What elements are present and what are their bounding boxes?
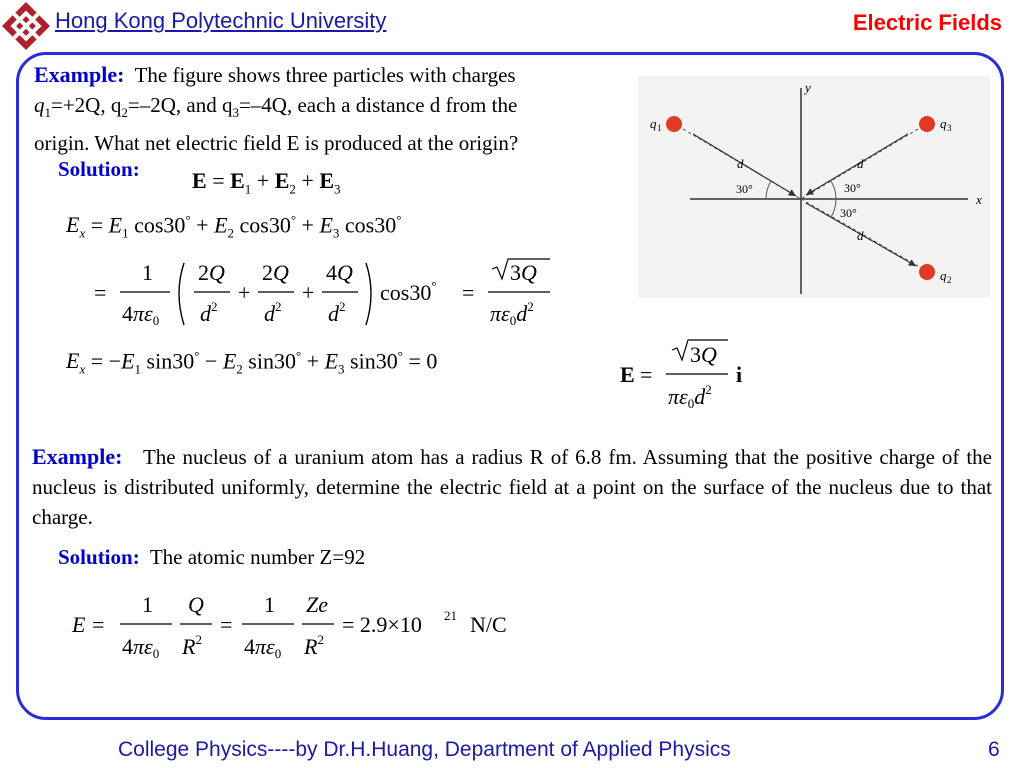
- slide-topic: Electric Fields: [852, 10, 1002, 35]
- d-label-1: d: [737, 156, 744, 171]
- q1-sub: 1: [657, 123, 662, 133]
- d-label-2: d: [857, 156, 864, 171]
- q1-label: q: [650, 116, 657, 131]
- example1-line1: The figure shows three particles with charges: [134, 63, 516, 87]
- example2-solution: [58, 542, 365, 572]
- example2-body: The nucleus of a uranium atom has a radius R of 6.8 fm. Assuming that the positive charge of the nucleus is distributed uniformly, determine the electric field at a point on the surface of the nucleus due to that charge.: [32, 445, 992, 529]
- svg-text:=: =: [640, 362, 653, 387]
- svg-text:E: E: [72, 612, 86, 637]
- svg-text:d2: $d^2$: [328, 299, 346, 326]
- equation-ex: $E_x = E_1$ $\cos 30^\circ + E_2$ $\cos 30^\circ + E_3$ cos30°: [66, 212, 402, 241]
- charge-diagram: [638, 76, 990, 298]
- svg-text:4πε0: 4πε0: [122, 634, 160, 661]
- charge-q2: [919, 264, 935, 280]
- angle-label-3: 30°: [840, 206, 857, 220]
- example1-text: Example: The figure shows three particles with charges $q_1=+2Q$, $q_2=-2Q$, and $q_3=-4Q$, each a distance d from the origin. What net electric field E is produced at the origin?: [34, 62, 519, 156]
- y-axis-label: y: [805, 80, 811, 95]
- svg-text:1: 1: [264, 592, 275, 617]
- example1-solution-label: Solution:: [58, 157, 140, 181]
- q3-sub: 3: [947, 123, 952, 133]
- example2-label: Example:: [32, 444, 123, 469]
- svg-text:=: =: [92, 612, 105, 637]
- charge-q1: [666, 116, 682, 132]
- equation-ex-expanded: [90, 255, 560, 335]
- svg-text:πε0d2: $\pi\varepsilon 0d^2$: [490, 299, 534, 328]
- example1-line2c: =–4Q, each a distance d from the: [238, 93, 518, 117]
- q2-sub: 2: [947, 275, 952, 285]
- equation-result: [618, 338, 768, 414]
- result-value: = 2.9×10: [342, 612, 422, 637]
- svg-text:4πε0: 4πε0: [244, 634, 282, 661]
- svg-text:d2: $d^2$: [200, 299, 218, 326]
- svg-text:+: +: [302, 280, 315, 305]
- page-number: 6: [988, 738, 1000, 761]
- svg-text:Ze: Ze: [306, 592, 328, 617]
- d-label-3: d: [857, 228, 864, 243]
- svg-text:+: +: [238, 280, 251, 305]
- svg-text:i: i: [736, 362, 743, 387]
- svg-text:R2: $R^2$: [304, 632, 324, 659]
- equation-nucleus-field: [70, 588, 540, 668]
- svg-text:=: =: [462, 280, 475, 305]
- example1-line3: origin. What net electric field E is produced at the origin?: [34, 131, 519, 156]
- svg-text:πε0d2: $\pi\varepsilon 0d^2$: [668, 382, 712, 411]
- angle-label-1: 30°: [736, 182, 753, 196]
- equation-sum: $E = E_1 + E_2 + E_3$: [192, 168, 341, 197]
- example1-line2b: =–2Q, and q: [127, 93, 233, 117]
- svg-text:2Q: 2Q: [262, 260, 289, 285]
- svg-text:=: =: [94, 280, 107, 305]
- svg-text:4πε0: 4πε0: [122, 301, 160, 328]
- svg-text:2Q: 2Q: [198, 260, 225, 285]
- footer-text: College Physics----by Dr.H.Huang, Department of Applied Physics: [118, 738, 731, 761]
- example2-text: [32, 442, 992, 532]
- university-name[interactable]: Hong Kong Polytechnic University: [55, 8, 387, 33]
- example2-solution-text: The atomic number Z=92: [149, 545, 366, 569]
- svg-text:1: 1: [142, 592, 153, 617]
- example2-solution-label: Solution:: [58, 545, 140, 569]
- svg-text:=: =: [220, 612, 233, 637]
- example1-line2: =+2Q, q: [51, 93, 122, 117]
- q2-label: q: [940, 268, 947, 283]
- svg-text:3Q: 3Q: [510, 260, 537, 285]
- svg-text:cos30°: cos30°: [380, 278, 437, 305]
- svg-text:R2: $R^2$: [182, 632, 202, 659]
- q3-label: q: [940, 116, 947, 131]
- result-exponent: 21: [444, 608, 457, 623]
- result-unit: N/C: [470, 612, 507, 637]
- equation-ey: $E_x = -E_1$ $\sin 30^\circ - E_2$ $\sin 30^\circ + E_3$ sin30° = 0: [66, 348, 438, 377]
- example1-label: Example:: [34, 62, 125, 87]
- charge-q3: [919, 116, 935, 132]
- svg-text:E: E: [620, 362, 635, 387]
- svg-text:Q: Q: [188, 592, 204, 617]
- x-axis-label: x: [976, 192, 982, 207]
- svg-text:d2: $d^2$: [264, 299, 282, 326]
- angle-label-2: 30°: [844, 181, 861, 195]
- svg-text:1: 1: [142, 260, 153, 285]
- svg-text:4Q: 4Q: [326, 260, 353, 285]
- q1-symbol: q: [34, 93, 45, 117]
- svg-text:3Q: 3Q: [690, 342, 717, 367]
- university-logo: [2, 2, 50, 50]
